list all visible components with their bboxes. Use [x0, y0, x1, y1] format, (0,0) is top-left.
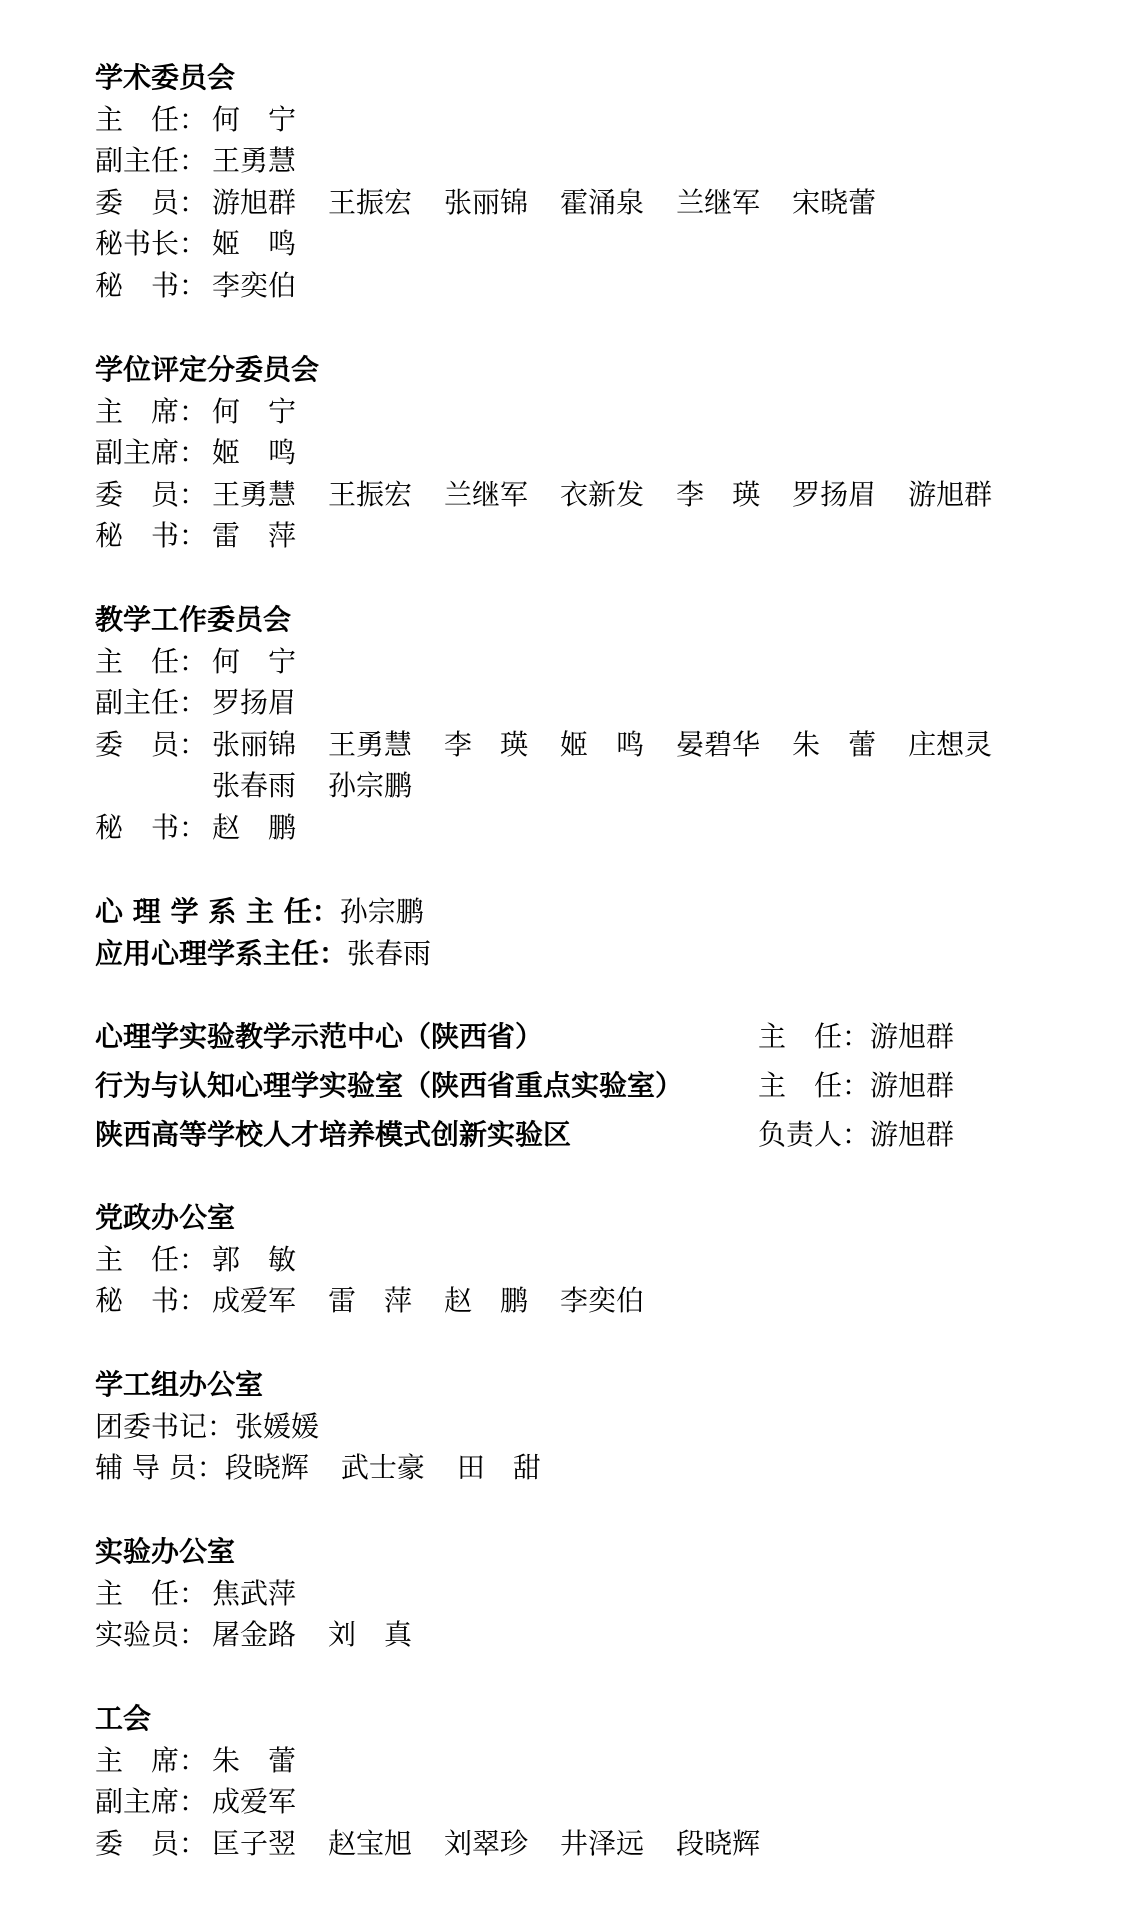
- member-name: 王振宏: [328, 185, 413, 219]
- member-row: [95, 1447, 1025, 1489]
- member-name: 姬 鸣: [212, 436, 297, 469]
- center-name: 心理学实验教学示范中心（陕西省）: [95, 1020, 544, 1053]
- member-name: 孙宗鹏: [328, 769, 413, 802]
- member-name: 焦武萍: [212, 1576, 297, 1610]
- member-name: 王振宏: [328, 477, 413, 511]
- member-name: 雷 萍: [212, 519, 297, 552]
- member-name: 兰继军: [676, 185, 761, 219]
- center-row: [95, 1113, 1045, 1157]
- member-name: 匡子翌: [212, 1826, 297, 1860]
- role-label: 主 任：: [95, 1576, 208, 1610]
- section-academic-committee: [95, 57, 1112, 306]
- center-row: [95, 1064, 1045, 1108]
- member-name: 衣新发: [560, 477, 645, 511]
- role-label: 实验员：: [95, 1618, 208, 1651]
- role-label: 委 员：: [95, 727, 208, 761]
- role-label: 副主任：: [95, 686, 208, 719]
- center-name: 陕西高等学校人才培养模式创新实验区: [95, 1118, 572, 1151]
- member-row: [95, 391, 1112, 433]
- role-label: 主 任：: [95, 644, 208, 678]
- member-name: 赵 鹏: [212, 810, 297, 844]
- role-label: 秘书长：: [95, 227, 208, 260]
- role-label: 秘 书：: [95, 1284, 208, 1317]
- member-name: 李 瑛: [444, 727, 529, 761]
- center-role: 主 任：游旭群: [758, 1020, 955, 1053]
- center-role: 负责人：游旭群: [758, 1118, 955, 1151]
- role-label: 主 任：: [95, 1242, 208, 1276]
- role-label: 副主席：: [95, 1785, 208, 1818]
- member-name: 李奕伯: [560, 1284, 645, 1317]
- member-row: [95, 432, 1112, 474]
- member-name: 成爱军: [212, 1284, 297, 1317]
- role-label: 委 员：: [95, 1826, 208, 1860]
- member-name: 罗扬眉: [792, 477, 877, 511]
- member-row: [95, 265, 1112, 307]
- role-label: 主 席：: [95, 1743, 208, 1777]
- member-name: 晏碧华: [676, 727, 761, 761]
- member-row: [95, 140, 1112, 182]
- role-label: 主 任：: [95, 102, 208, 136]
- member-name: 李 瑛: [676, 477, 761, 511]
- role-label: 辅 导 员：: [95, 1451, 225, 1484]
- member-row: [95, 474, 1112, 516]
- member-row: [95, 807, 1112, 849]
- role-label: 委 员：: [95, 477, 208, 511]
- member-name: 田 甜: [456, 1451, 541, 1484]
- member-row: [95, 1406, 1025, 1448]
- member-row: [95, 1280, 1112, 1322]
- member-name: 庄想灵: [908, 727, 993, 761]
- member-name: 段晓辉: [224, 1451, 309, 1484]
- section-title: 学术委员会: [95, 61, 236, 94]
- member-name: 成爱军: [212, 1785, 297, 1818]
- member-row: [95, 223, 1112, 265]
- member-name: 井泽远: [560, 1826, 645, 1860]
- section-department-heads: [95, 891, 431, 974]
- member-row: [95, 1239, 1112, 1281]
- member-name: 张丽锦: [212, 727, 297, 761]
- member-name: 游旭群: [908, 477, 993, 511]
- member-name: 李奕伯: [212, 268, 297, 302]
- member-name: 朱 蕾: [212, 1743, 297, 1777]
- center-name: 行为与认知心理学实验室（陕西省重点实验室）: [95, 1069, 684, 1102]
- role-label: 副主任：: [95, 144, 208, 177]
- role-label: 团委书记：: [95, 1409, 236, 1443]
- member-name: 王勇慧: [328, 727, 413, 761]
- member-name: 罗扬眉: [212, 686, 297, 719]
- member-name: 游旭群: [212, 185, 297, 219]
- member-row: [95, 1614, 1112, 1656]
- member-row: [95, 182, 1112, 224]
- member-name: 王勇慧: [212, 477, 297, 511]
- member-name: 赵宝旭: [328, 1826, 413, 1860]
- member-name: 兰继军: [444, 477, 529, 511]
- member-name: 郭 敏: [212, 1242, 297, 1276]
- role-label: [95, 765, 212, 807]
- member-name: 王勇慧: [212, 144, 297, 177]
- section-degree-committee: [95, 349, 1112, 557]
- member-row: [95, 682, 1112, 724]
- section-teaching-committee: [95, 599, 1112, 848]
- member-name: 朱 蕾: [792, 727, 877, 761]
- section-title: 工会: [95, 1702, 152, 1735]
- section-title: 党政办公室: [95, 1201, 236, 1234]
- role-label: 委 员：: [95, 185, 208, 219]
- role-label: 秘 书：: [95, 268, 208, 302]
- member-name: 姬 鸣: [212, 227, 297, 260]
- member-name: 何 宁: [212, 102, 297, 136]
- section-title: 学工组办公室: [95, 1368, 264, 1401]
- department-row: [95, 891, 431, 933]
- member-row: [95, 1823, 1112, 1865]
- member-name: 张媛媛: [235, 1409, 320, 1443]
- role-label: 主 席：: [95, 394, 208, 428]
- member-name: 姬 鸣: [560, 727, 645, 761]
- member-row: [95, 1740, 1112, 1782]
- department-label: 心 理 学 系 主 任：: [95, 895, 340, 928]
- member-name: 张丽锦: [444, 185, 529, 219]
- section-union: [95, 1698, 1112, 1864]
- member-row: [95, 1781, 1112, 1823]
- member-row: [95, 765, 1112, 807]
- member-name: 赵 鹏: [444, 1284, 529, 1317]
- member-name: 宋晓蕾: [792, 185, 877, 219]
- member-name: 何 宁: [212, 644, 297, 678]
- department-head-name: 孙宗鹏: [339, 895, 424, 928]
- member-name: 刘翠珍: [444, 1826, 529, 1860]
- member-row: [95, 724, 1112, 766]
- role-label: 副主席：: [95, 436, 208, 469]
- center-row: [95, 1015, 1045, 1059]
- member-row: [95, 99, 1112, 141]
- member-name: 霍涌泉: [560, 185, 645, 219]
- section-title: 教学工作委员会: [95, 603, 292, 636]
- section-party-office: [95, 1197, 1112, 1322]
- member-name: 何 宁: [212, 394, 297, 428]
- department-head-name: 张春雨: [347, 936, 432, 970]
- section-title: 实验办公室: [95, 1535, 236, 1568]
- department-label: 应用心理学系主任：: [95, 936, 348, 970]
- member-row: [95, 641, 1112, 683]
- member-name: 屠金路: [212, 1618, 297, 1651]
- role-label: 秘 书：: [95, 519, 208, 552]
- member-name: 段晓辉: [676, 1826, 761, 1860]
- member-row: [95, 515, 1112, 557]
- section-student-affairs-office: [95, 1364, 1025, 1489]
- section-lab-office: [95, 1531, 1112, 1656]
- member-name: 刘 真: [328, 1618, 413, 1651]
- member-name: 雷 萍: [328, 1284, 413, 1317]
- member-name: 武士豪: [340, 1451, 425, 1484]
- center-role: 主 任：游旭群: [758, 1069, 955, 1102]
- section-title: 学位评定分委员会: [95, 353, 320, 386]
- department-row: [95, 933, 431, 975]
- role-label: 秘 书：: [95, 810, 208, 844]
- member-name: 张春雨: [212, 769, 297, 802]
- member-row: [95, 1573, 1112, 1615]
